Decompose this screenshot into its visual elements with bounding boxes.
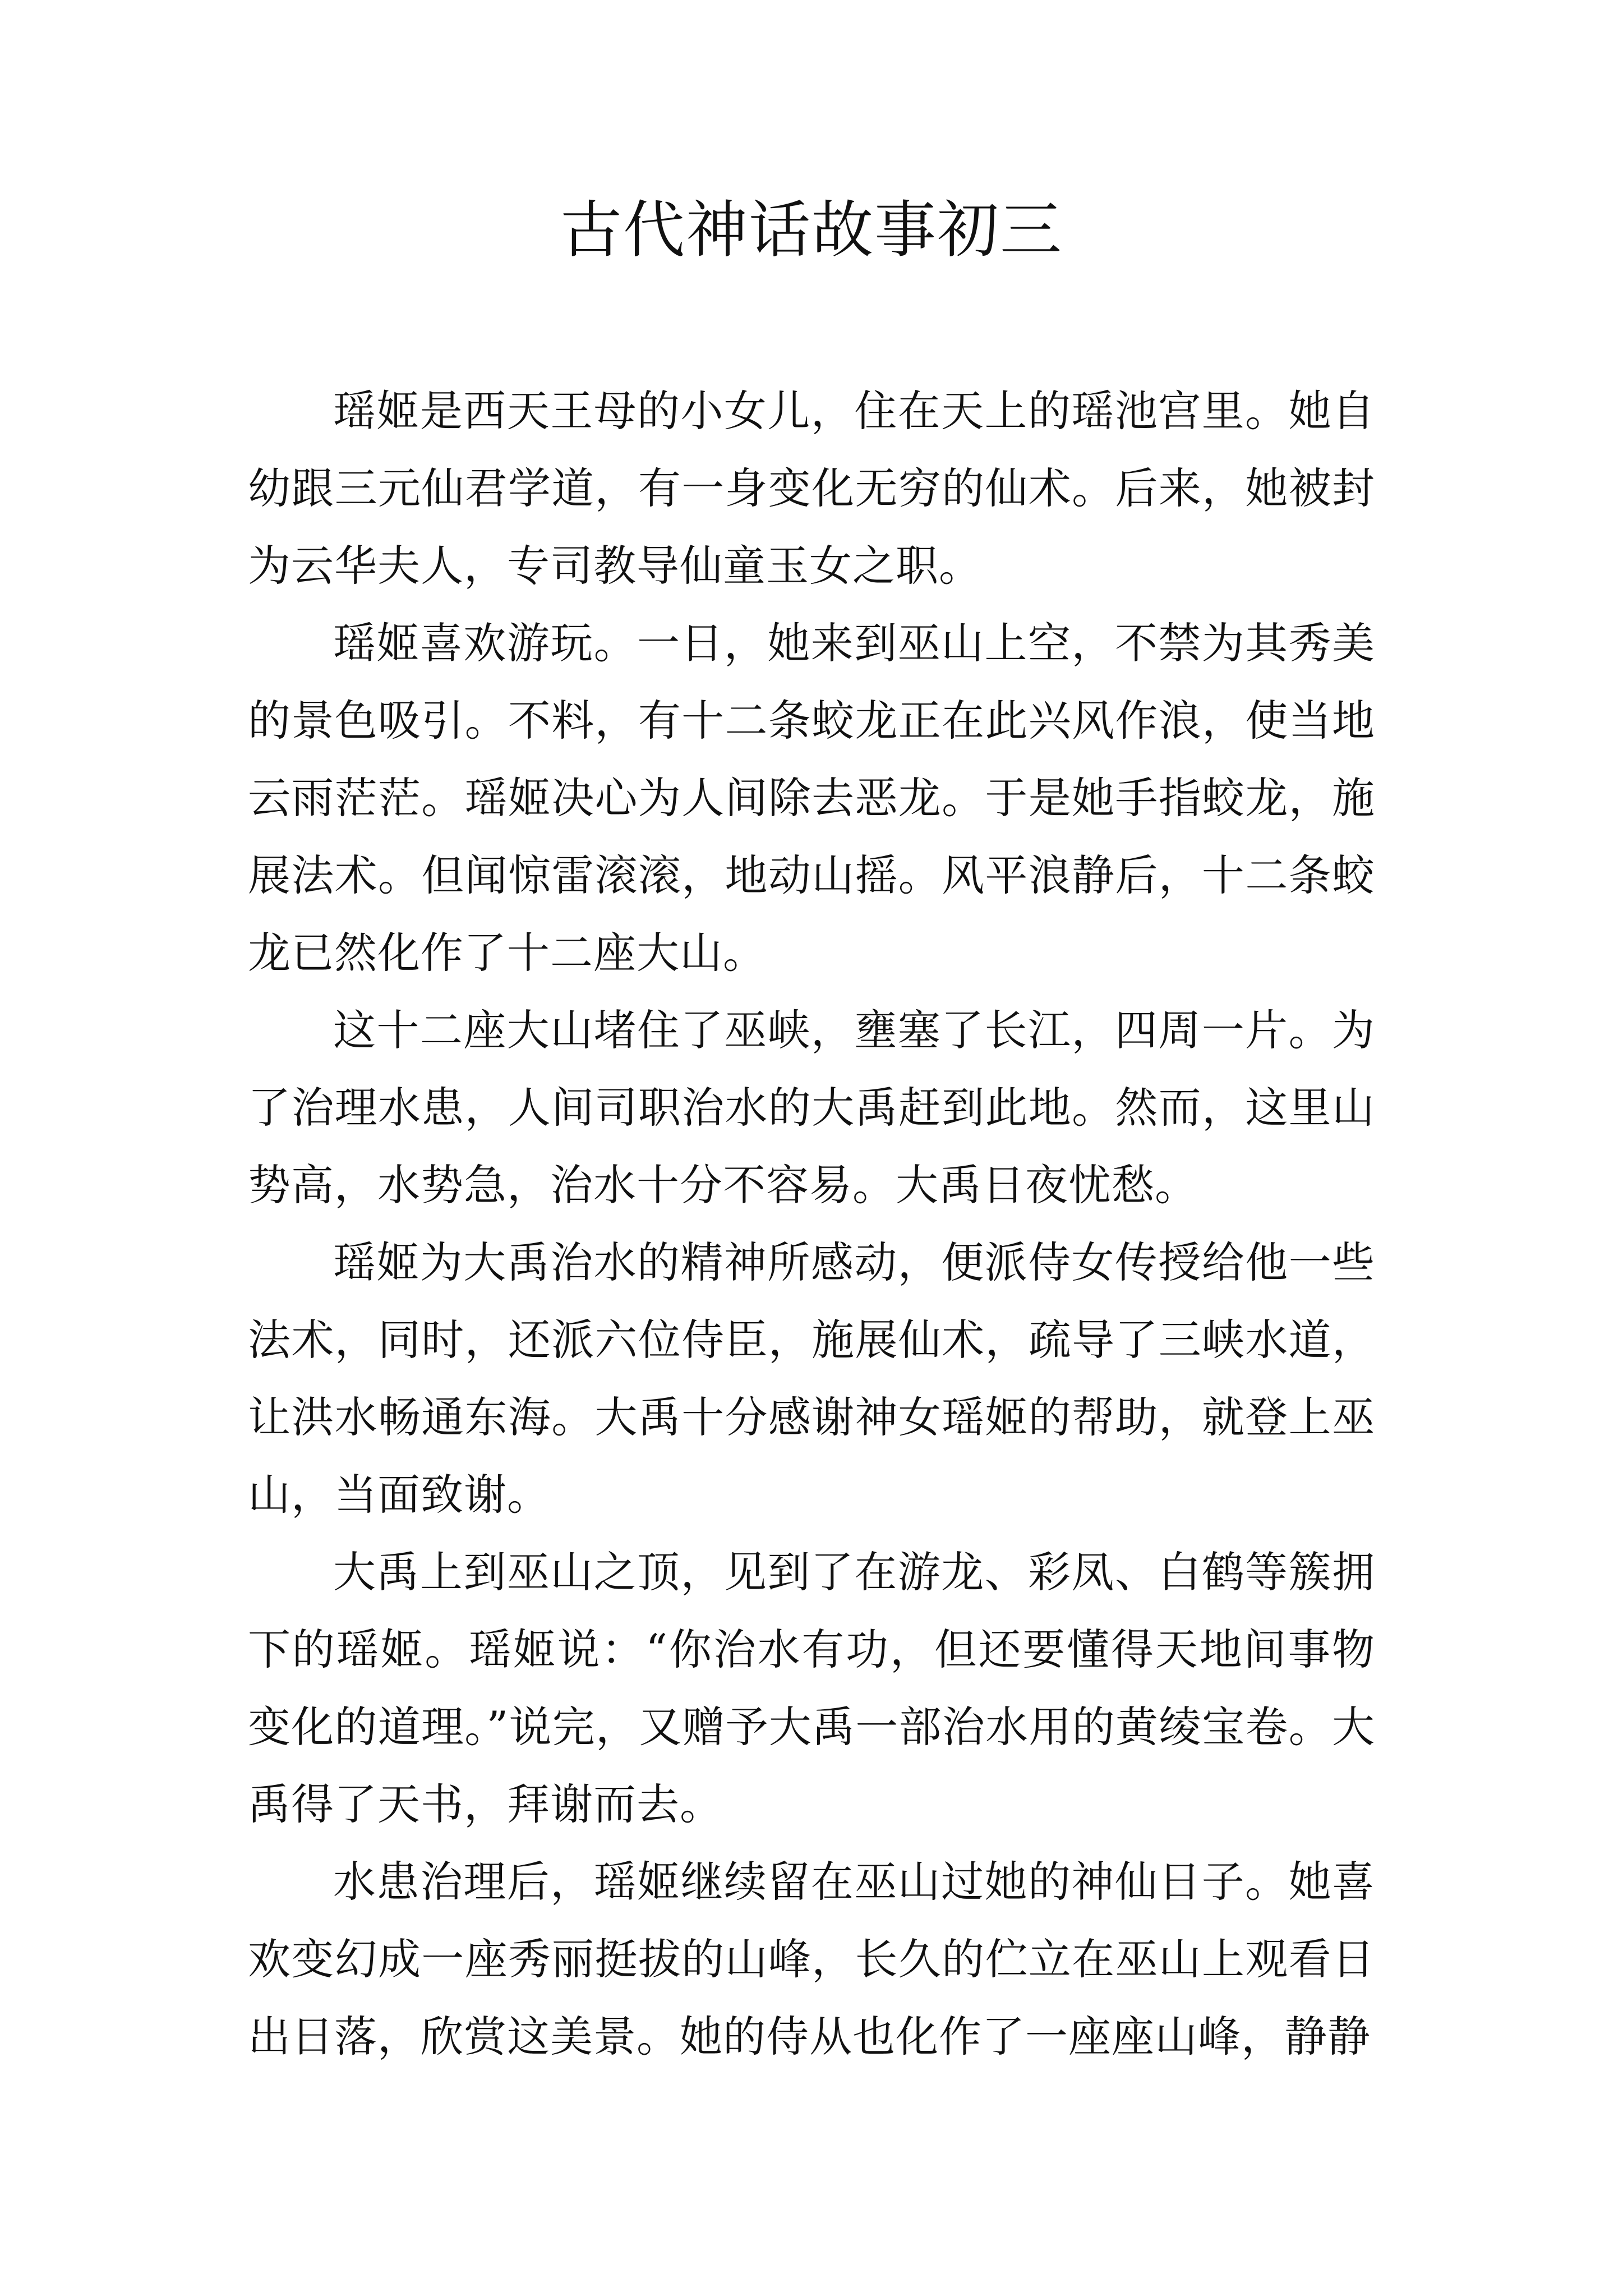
paragraph-5: 大禹上到巫山之顶，见到了在游龙、彩凤、白鹤等簇拥下的瑶姬。瑶姬说：“你治水有功，但还要懂得天地间事物变化的道理。”说完，又赠予大禹一部治水用的黄绫宝卷。大禹得了天书，拜谢而去。 — [248, 1547, 1375, 1829]
paragraph-1: 瑶姬是西天王母的小女儿，住在天上的瑶池宫里。她自幼跟三元仙君学道，有一身变化无穷的仙术。后来，她被封为云华夫人，专司教导仙童玉女之职。 — [248, 386, 1375, 591]
article-body — [248, 372, 1375, 2076]
page-title: 古代神话故事初三 — [560, 194, 1063, 266]
paragraph-4: 瑶姬为大禹治水的精神所感动，便派侍女传授给他一些法术，同时，还派六位侍臣，施展仙术，疏导了三峡水道，让洪水畅通东海。大禹十分感谢神女瑶姬的帮助，就登上巫山，当面致谢。 — [248, 1237, 1375, 1520]
paragraph-6: 水患治理后，瑶姬继续留在巫山过她的神仙日子。她喜欢变幻成一座秀丽挺拔的山峰，长久的伫立在巫山上观看日出日落，欣赏这美景。她的侍从也化作了一座座山峰，静静 — [248, 1857, 1375, 2062]
paragraph-2: 瑶姬喜欢游玩。一日，她来到巫山上空，不禁为其秀美的景色吸引。不料，有十二条蛟龙正在此兴风作浪，使当地云雨茫茫。瑶姬决心为人间除去恶龙。于是她手指蛟龙，施展法术。但闻惊雷滚滚，地动山摇。风平浪静后，十二条蛟龙已然化作了十二座大山。 — [248, 618, 1375, 978]
paragraph-3: 这十二座大山堵住了巫峡，壅塞了长江，四周一片。为了治理水患，人间司职治水的大禹赶到此地。然而，这里山势高，水势急，治水十分不容易。大禹日夜忧愁。 — [248, 1005, 1375, 1210]
